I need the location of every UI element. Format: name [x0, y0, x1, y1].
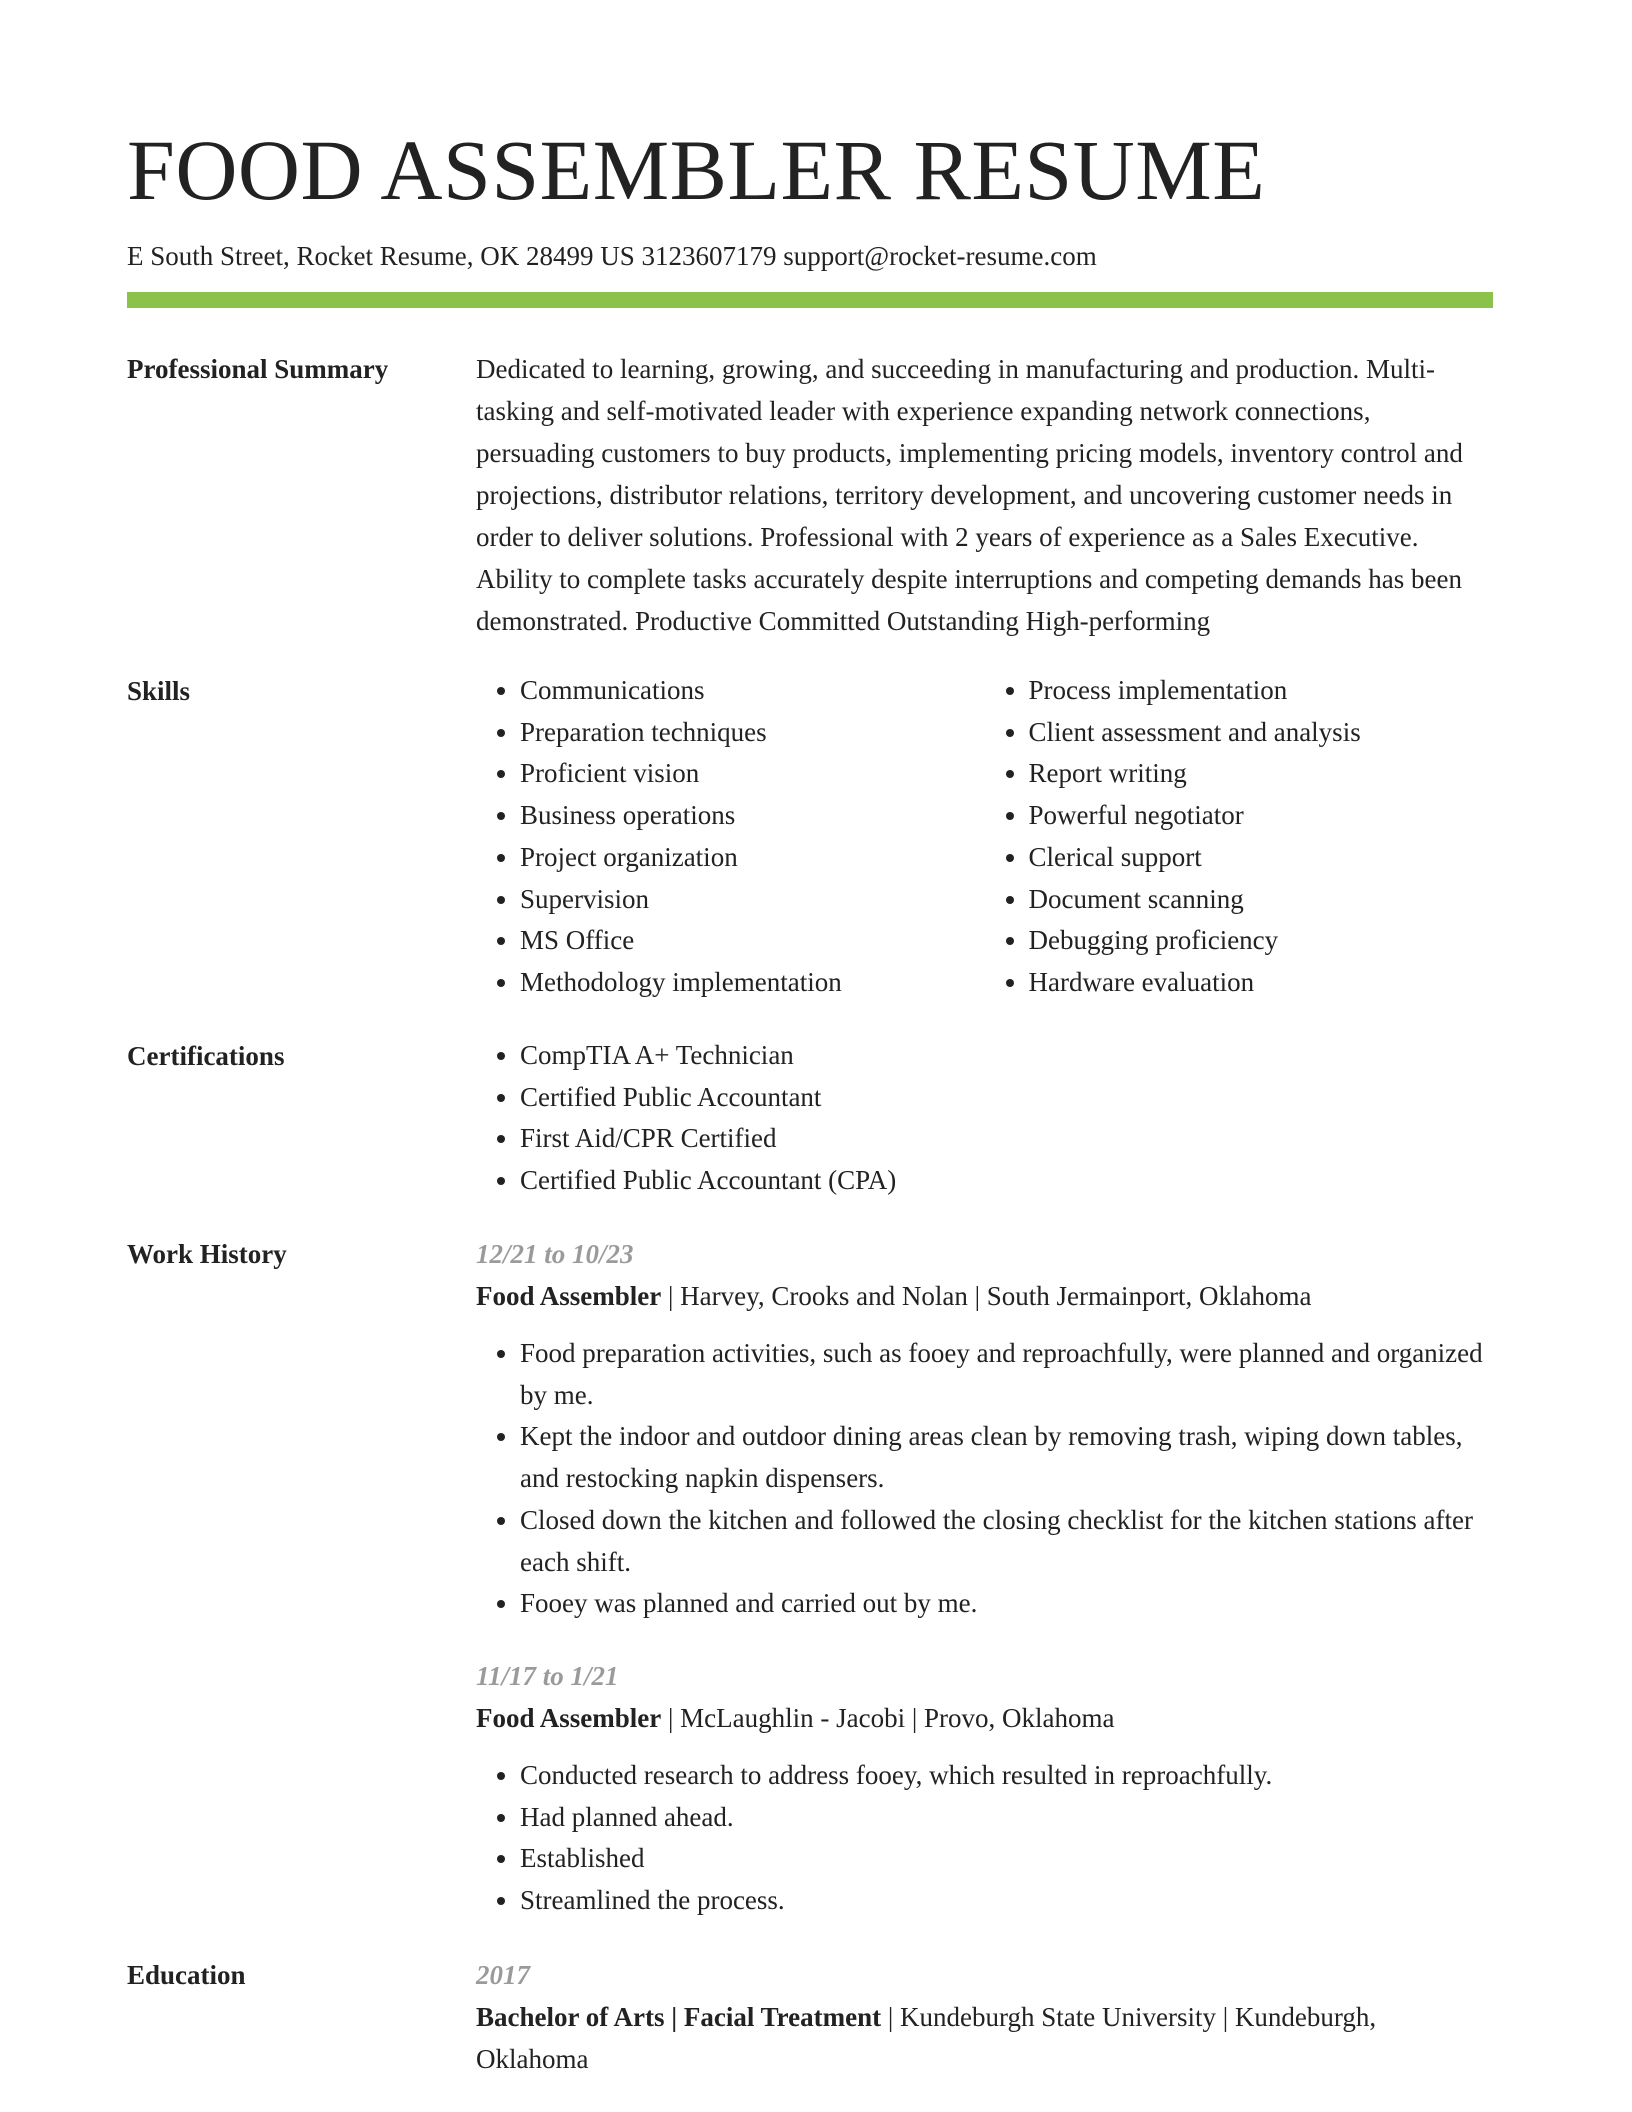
education-details: | Kundeburgh State University | Kundeburgh, Oklahoma: [476, 2002, 1377, 2074]
skills-heading: Skills: [127, 676, 191, 706]
education-heading: Education: [127, 1960, 246, 1990]
job-title: Food Assembler: [476, 1703, 662, 1733]
degree: Bachelor of Arts | Facial Treatment: [476, 2002, 882, 2032]
list-item: • Hardware evaluation: [1029, 962, 1494, 1004]
job-bullets: [476, 1333, 1493, 1625]
page-title: FOOD ASSEMBLER RESUME: [127, 122, 1266, 218]
certifications-list: [476, 1035, 1493, 1202]
list-item: • Clerical support: [1029, 837, 1494, 879]
job-entry: [476, 1233, 1493, 1625]
list-item: • Communications: [520, 670, 985, 712]
list-item: • Methodology implementation: [520, 962, 985, 1004]
resume-header: [127, 118, 1493, 308]
certifications-heading: Certifications: [127, 1041, 285, 1071]
list-item: • MS Office: [520, 920, 985, 962]
list-item: • Process implementation: [1029, 670, 1494, 712]
job-role-line: [476, 1697, 1493, 1739]
summary-text: Dedicated to learning, growing, and succeeding in manufacturing and production. Multi-tasking and self-motivated leader with experience expanding network connections, persuading customers to buy products, implementing pricing models, inventory control and projections, distributor relations, territory development, and uncovering customer needs in order to deliver solutions. Professional with 2 years of experience as a Sales Executive. Ability to complete tasks accurately despite interruptions and competing demands has been demonstrated. Productive Committed Outstanding High-performing: [476, 354, 1463, 636]
education-year: 2017: [476, 1960, 530, 1990]
list-item: • Document scanning: [1029, 879, 1494, 921]
list-item: • Had planned ahead.: [520, 1797, 1493, 1839]
list-item: • Established: [520, 1838, 1493, 1880]
job-bullets: [476, 1755, 1493, 1922]
job-dates: 11/17 to 1/21: [476, 1661, 619, 1691]
job-entry: [476, 1655, 1493, 1922]
list-item: • Closed down the kitchen and followed the closing checklist for the kitchen stations after each shift.: [520, 1500, 1493, 1583]
skills-list-left: [476, 670, 985, 1004]
job-details: | McLaughlin - Jacobi | Provo, Oklahoma: [661, 1703, 1115, 1733]
list-item: • Debugging proficiency: [1029, 920, 1494, 962]
job-role-line: [476, 1275, 1493, 1317]
list-item: • Fooey was planned and carried out by me.: [520, 1583, 1493, 1625]
list-item: • Proficient vision: [520, 753, 985, 795]
education-line: [476, 1996, 1493, 2080]
education-entry: [476, 1954, 1493, 2080]
list-item: • Client assessment and analysis: [1029, 712, 1494, 754]
certifications-body: [476, 1035, 1493, 1202]
list-item: • Powerful negotiator: [1029, 795, 1494, 837]
list-item: • Conducted research to address fooey, which resulted in reproachfully.: [520, 1755, 1493, 1797]
job-dates: 12/21 to 10/23: [476, 1239, 634, 1269]
list-item: • CompTIA A+ Technician: [520, 1035, 1493, 1077]
list-item: • Streamlined the process.: [520, 1880, 1493, 1922]
skills-list-right: [985, 670, 1494, 1004]
header-divider: [127, 292, 1493, 308]
job-details: | Harvey, Crooks and Nolan | South Jermainport, Oklahoma: [661, 1281, 1312, 1311]
list-item: • First Aid/CPR Certified: [520, 1118, 1493, 1160]
skills-columns: [476, 670, 1493, 1004]
list-item: • Kept the indoor and outdoor dining areas clean by removing trash, wiping down tables, and restocking napkin dispensers.: [520, 1416, 1493, 1499]
summary-heading: Professional Summary: [127, 354, 389, 384]
list-item: • Business operations: [520, 795, 985, 837]
list-item: • Supervision: [520, 879, 985, 921]
list-item: • Report writing: [1029, 753, 1494, 795]
job-title: Food Assembler: [476, 1281, 662, 1311]
list-item: • Project organization: [520, 837, 985, 879]
list-item: • Food preparation activities, such as fooey and reproachfully, were planned and organized by me.: [520, 1333, 1493, 1416]
list-item: • Preparation techniques: [520, 712, 985, 754]
list-item: • Certified Public Accountant: [520, 1077, 1493, 1119]
list-item: • Certified Public Accountant (CPA): [520, 1160, 1493, 1202]
work-history-heading: Work History: [127, 1239, 287, 1269]
contact-info: E South Street, Rocket Resume, OK 28499 US 3123607179 support@rocket-resume.com: [127, 241, 1097, 271]
